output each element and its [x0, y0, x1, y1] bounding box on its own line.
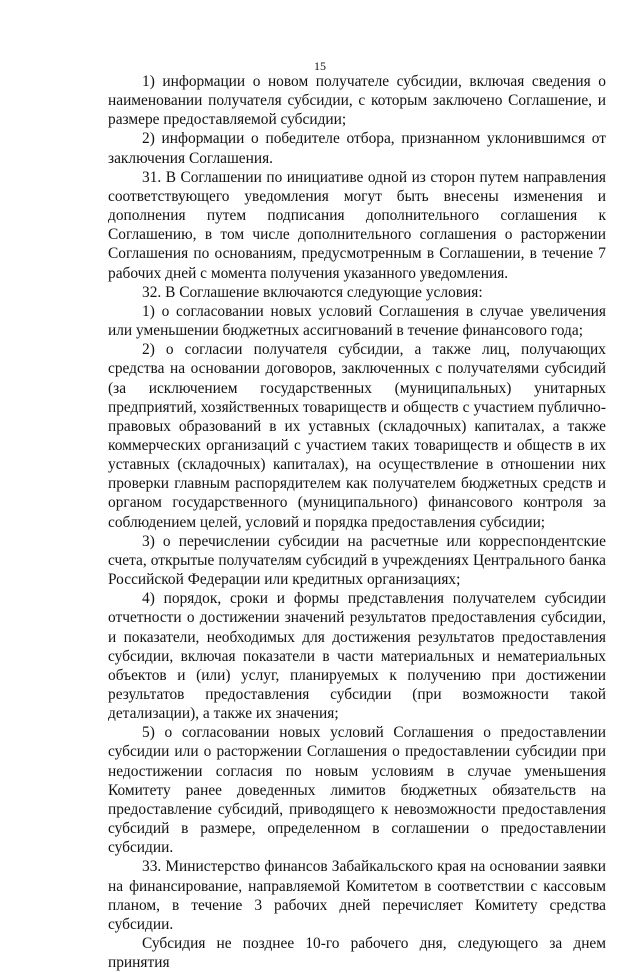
- paragraph-clause-32-item-2: 2) о согласии получателя субсидии, а также лиц, получающих средства на основании договоров, заключенных с получателями субсидий (за исключением государственных (муниципальных) унитарных предприятий, хозяйственных товариществ и обществ с участием публично-правовых образований в их уставных (складочных) капиталах, а также коммерческих организаций с участием таких товариществ и обществ в их уставных (складочных) капиталах), на осуществление в отношении них проверки главным распорядителем как получателем бюджетных средств и органом государственного (муниципального) финансового контроля за соблюдением целей, условий и порядка предоставления субсидии;: [108, 341, 606, 531]
- paragraph-clause-33: 33. Министерство финансов Забайкальского края на основании заявки на финансирование, направляемой Комитетом в соответствии с кассовым планом, в течение 3 рабочих дней перечисляет Комитету средства субсидии.: [108, 858, 606, 933]
- paragraph-item-2-evasive-winner: 2) информации о победителе отбора, признанном уклонившимся от заключения Соглашения.: [108, 130, 606, 167]
- paragraph-clause-32-item-3: 3) о перечислении субсидии на расчетные или корреспондентские счета, открытые получателям субсидий в учреждениях Центрального банка Российской Федерации или кредитных организациях;: [108, 532, 606, 589]
- paragraph-clause-32-item-1: 1) о согласовании новых условий Соглашения в случае увеличения или уменьшении бюджетных ассигнований в течение финансового года;: [108, 302, 606, 340]
- paragraph-subsidy-deadline: Субсидия не позднее 10-го рабочего дня, следующего за днем принятия: [108, 935, 606, 972]
- page-number: 15: [314, 59, 326, 73]
- document-body: [108, 72, 606, 972]
- paragraph-clause-32-item-5: 5) о согласовании новых условий Соглашения о предоставлении субсидии или о расторжении Соглашения о предоставлении субсидии при недостижении согласия по новым условиям в случае уменьшения Комитету ранее доведенных лимитов бюджетных обязательств на предоставление субсидий, приводящего к невозможности предоставления субсидий в размере, определенном в соглашении о предоставлении субсидии.: [108, 724, 606, 857]
- paragraph-clause-31: 31. В Соглашении по инициативе одной из сторон путем направления соответствующего уведомления могут быть внесены изменения и дополнения путем подписания дополнительного соглашения к Соглашению, в том числе дополнительного соглашения о расторжении Соглашения по основаниям, предусмотренным в Соглашении, в течение 7 рабочих дней с момента получения указанного уведомления.: [108, 168, 606, 282]
- paragraph-clause-32: 32. В Соглашение включаются следующие условия:: [142, 283, 483, 301]
- paragraph-clause-32-item-4: 4) порядок, сроки и формы представления получателем субсидии отчетности о достижении значений результатов предоставления субсидии, и показатели, необходимых для достижения результатов предоставления субсидии, включая показатели в части материальных и нематериальных объектов и (или) услуг, планируемых к получению при достижении результатов предоставления субсидии (при возможности такой детализации), а также их значения;: [108, 590, 606, 723]
- paragraph-item-1-new-recipient: 1) информации о новом получателе субсидии, включая сведения о наименовании получателя субсидии, с которым заключено Соглашение, и размере предоставляемой субсидии;: [108, 73, 606, 129]
